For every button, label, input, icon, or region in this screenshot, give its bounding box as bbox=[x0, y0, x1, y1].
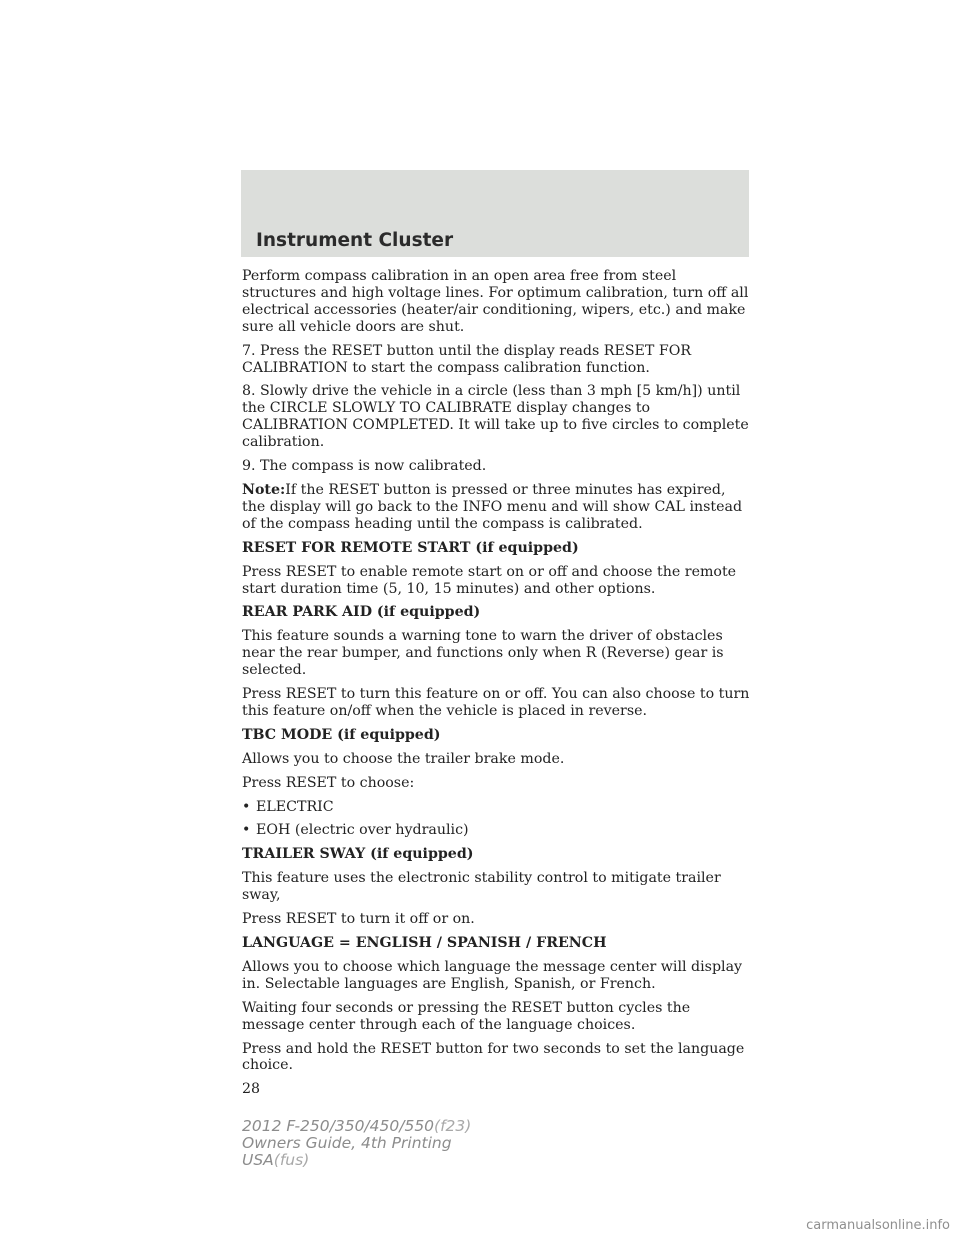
paragraph-remote-start: Press RESET to enable remote start on or off and choose the remote start duration time (5, 10, 15 minutes) and other options. bbox=[242, 563, 737, 597]
paragraph-tbc-2: Press RESET to choose: bbox=[242, 774, 415, 791]
paragraph-language-3: Press and hold the RESET button for two seconds to set the language choice. bbox=[242, 1040, 745, 1074]
heading-trailer-sway: TRAILER SWAY (if equipped) bbox=[242, 846, 474, 863]
footer-model-code: (f23) bbox=[434, 1117, 472, 1135]
note-label: Note: bbox=[242, 481, 286, 498]
section-header bbox=[241, 170, 749, 257]
section-title: Instrument Cluster bbox=[256, 230, 454, 251]
paragraph-park-aid-1: This feature sounds a warning tone to warn the driver of obstacles near the rear bumper, and functions only when R (Reverse) gear is selected. bbox=[242, 628, 724, 679]
paragraph-sway-2: Press RESET to turn it off or on. bbox=[242, 911, 475, 928]
paragraph-calibration-area: Perform compass calibration in an open area free from steel structures and high voltage lines. For optimum calibration, turn off all electrical accessories (heater/air conditioning, wipers, etc.) and make sure all vehicle doors are shut. bbox=[242, 268, 749, 335]
page-content bbox=[242, 268, 752, 1105]
paragraph-step-9: 9. The compass is now calibrated. bbox=[242, 458, 487, 475]
page-number: 28 bbox=[242, 1081, 261, 1098]
note-paragraph bbox=[242, 482, 752, 533]
heading-tbc-mode: TBC MODE (if equipped) bbox=[242, 726, 441, 743]
note-text: If the RESET button is pressed or three minutes has expired, the display will go back to the INFO menu and will show CAL instead of the compass heading until the compass is calibrated. bbox=[242, 481, 743, 532]
paragraph-step-7: 7. Press the RESET button until the display reads RESET FOR CALIBRATION to start the compass calibration function. bbox=[242, 342, 692, 376]
heading-rear-park-aid: REAR PARK AID (if equipped) bbox=[242, 604, 481, 621]
paragraph-sway-1: This feature uses the electronic stability control to mitigate trailer sway, bbox=[242, 870, 721, 904]
list-item-text: ELECTRIC bbox=[256, 798, 334, 815]
bullet-icon: • bbox=[242, 798, 251, 815]
footer-market-code: (fus) bbox=[273, 1151, 310, 1169]
print-footer bbox=[242, 1118, 471, 1169]
list-item bbox=[242, 799, 752, 816]
heading-remote-start: RESET FOR REMOTE START (if equipped) bbox=[242, 539, 579, 556]
footer-line-guide: Owners Guide, 4th Printing bbox=[242, 1134, 452, 1152]
paragraph-language-2: Waiting four seconds or pressing the RESET button cycles the message center through each of the language choices. bbox=[242, 999, 691, 1033]
footer-line-market bbox=[242, 1152, 471, 1169]
footer-line-model bbox=[242, 1118, 471, 1135]
list-item-text: EOH (electric over hydraulic) bbox=[256, 822, 469, 839]
paragraph-park-aid-2: Press RESET to turn this feature on or off. You can also choose to turn this feature on/off when the vehicle is placed in reverse. bbox=[242, 686, 750, 719]
heading-language: LANGUAGE = ENGLISH / SPANISH / FRENCH bbox=[242, 935, 607, 951]
footer-market: USA bbox=[242, 1151, 274, 1169]
footer-model: 2012 F-250/350/450/550 bbox=[242, 1117, 435, 1135]
watermark: carmanualsonline.info bbox=[806, 1218, 950, 1233]
bullet-icon: • bbox=[242, 822, 251, 839]
paragraph-step-8: 8. Slowly drive the vehicle in a circle (less than 3 mph [5 km/h]) until the CIRCLE SLOWLY TO CALIBRATE display changes to CALIBRATION COMPLETED. It will take up to five circles to complete calibration. bbox=[242, 383, 749, 451]
list-item bbox=[242, 822, 752, 839]
paragraph-language-1: Allows you to choose which language the message center will display in. Selectable languages are English, Spanish, or French. bbox=[242, 958, 743, 992]
paragraph-tbc-1: Allows you to choose the trailer brake mode. bbox=[242, 750, 565, 767]
